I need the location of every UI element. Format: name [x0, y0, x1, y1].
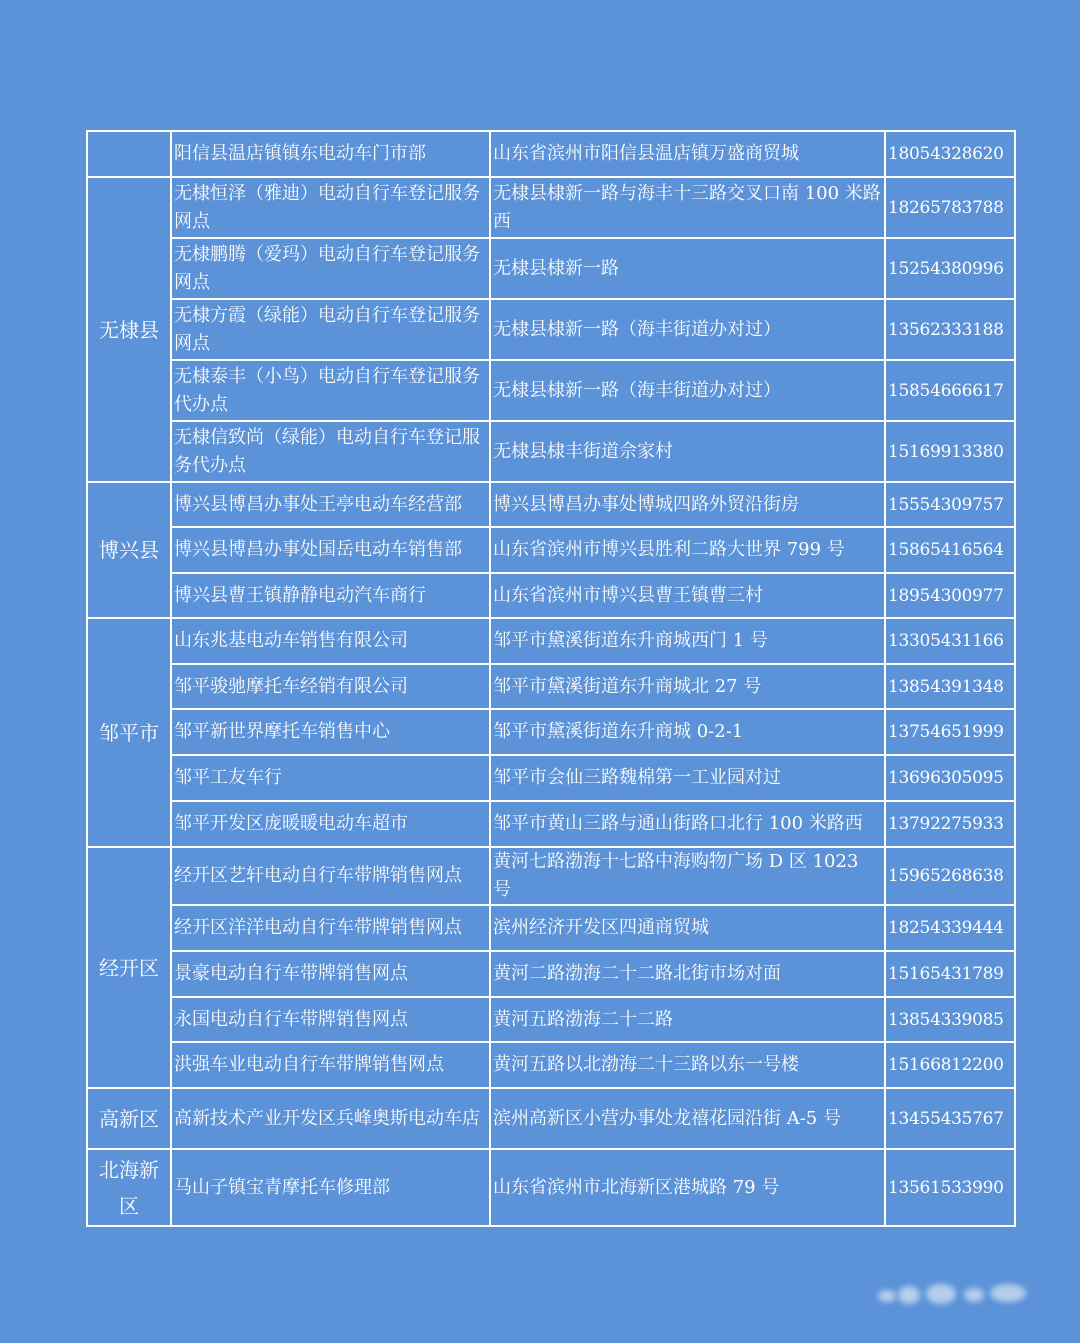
address-cell: 无棣县棣新一路与海丰十三路交叉口南 100 米路西 [490, 177, 885, 238]
table-row [87, 238, 1015, 299]
phone-cell: 18054328620 [885, 131, 1015, 177]
phone-cell: 13696305095 [885, 755, 1015, 801]
shop-name-cell: 无棣信致尚（绿能）电动自行车登记服务代办点 [171, 421, 490, 482]
address-cell: 邹平市黛溪街道东升商城西门 1 号 [490, 618, 885, 664]
address-cell: 黄河七路渤海十七路中海购物广场 D 区 1023 号 [490, 847, 885, 905]
shop-name-cell: 经开区艺轩电动自行车带牌销售网点 [171, 847, 490, 905]
table-row [87, 951, 1015, 997]
table-row [87, 421, 1015, 482]
address-cell: 滨州高新区小营办事处龙禧花园沿街 A-5 号 [490, 1088, 885, 1149]
shop-name-cell: 博兴县博昌办事处国岳电动车销售部 [171, 527, 490, 573]
phone-cell: 15165431789 [885, 951, 1015, 997]
address-cell: 山东省滨州市阳信县温店镇万盛商贸城 [490, 131, 885, 177]
phone-cell: 13305431166 [885, 618, 1015, 664]
table-row [87, 177, 1015, 238]
shop-name-cell: 邹平开发区庞暖暖电动车超市 [171, 801, 490, 847]
shop-name-cell: 阳信县温店镇镇东电动车门市部 [171, 131, 490, 177]
address-cell: 山东省滨州市博兴县曹王镇曹三村 [490, 573, 885, 618]
table-row [87, 1088, 1015, 1149]
table-row [87, 905, 1015, 951]
phone-cell: 15254380996 [885, 238, 1015, 299]
phone-cell: 13455435767 [885, 1088, 1015, 1149]
address-cell: 邹平市会仙三路魏棉第一工业园对过 [490, 755, 885, 801]
shop-name-cell: 山东兆基电动车销售有限公司 [171, 618, 490, 664]
table-row [87, 664, 1015, 709]
address-cell: 无棣县棣新一路（海丰街道办对过） [490, 299, 885, 360]
watermark [868, 1276, 1058, 1316]
phone-cell: 18954300977 [885, 573, 1015, 618]
address-cell: 黄河五路以北渤海二十三路以东一号楼 [490, 1042, 885, 1088]
table-row [87, 527, 1015, 573]
shop-name-cell: 洪强车业电动自行车带牌销售网点 [171, 1042, 490, 1088]
address-cell: 无棣县棣新一路（海丰街道办对过） [490, 360, 885, 421]
shop-name-cell: 无棣恒泽（雅迪）电动自行车登记服务网点 [171, 177, 490, 238]
shop-name-cell: 高新技术产业开发区兵峰奥斯电动车店 [171, 1088, 490, 1149]
county-cell: 高新区 [87, 1088, 171, 1149]
shop-name-cell: 经开区洋洋电动自行车带牌销售网点 [171, 905, 490, 951]
county-cell: 邹平市 [87, 618, 171, 847]
table-row [87, 299, 1015, 360]
table-row [87, 573, 1015, 618]
phone-cell: 13561533990 [885, 1149, 1015, 1226]
shop-name-cell: 无棣方霞（绿能）电动自行车登记服务网点 [171, 299, 490, 360]
dealer-table-container [86, 130, 1014, 1227]
address-cell: 邹平市黄山三路与通山街路口北行 100 米路西 [490, 801, 885, 847]
address-cell: 无棣县棣新一路 [490, 238, 885, 299]
phone-cell: 15854666617 [885, 360, 1015, 421]
phone-cell: 15865416564 [885, 527, 1015, 573]
shop-name-cell: 博兴县曹王镇静静电动汽车商行 [171, 573, 490, 618]
address-cell: 无棣县棣丰街道佘家村 [490, 421, 885, 482]
phone-cell: 18254339444 [885, 905, 1015, 951]
county-cell: 北海新区 [87, 1149, 171, 1226]
phone-cell: 15965268638 [885, 847, 1015, 905]
county-cell: 经开区 [87, 847, 171, 1088]
table-row [87, 709, 1015, 755]
address-cell: 博兴县博昌办事处博城四路外贸沿街房 [490, 482, 885, 527]
shop-name-cell: 邹平骏驰摩托车经销有限公司 [171, 664, 490, 709]
shop-name-cell: 无棣泰丰（小鸟）电动自行车登记服务代办点 [171, 360, 490, 421]
address-cell: 黄河二路渤海二十二路北街市场对面 [490, 951, 885, 997]
table-row [87, 1149, 1015, 1226]
phone-cell: 15166812200 [885, 1042, 1015, 1088]
shop-name-cell: 博兴县博昌办事处王亭电动车经营部 [171, 482, 490, 527]
shop-name-cell: 邹平新世界摩托车销售中心 [171, 709, 490, 755]
phone-cell: 13854391348 [885, 664, 1015, 709]
phone-cell: 13854339085 [885, 997, 1015, 1042]
shop-name-cell: 无棣鹏腾（爱玛）电动自行车登记服务网点 [171, 238, 490, 299]
phone-cell: 13562333188 [885, 299, 1015, 360]
table-row [87, 1042, 1015, 1088]
shop-name-cell: 邹平工友车行 [171, 755, 490, 801]
shop-name-cell: 马山子镇宝青摩托车修理部 [171, 1149, 490, 1226]
table-row [87, 131, 1015, 177]
shop-name-cell: 永国电动自行车带牌销售网点 [171, 997, 490, 1042]
address-cell: 滨州经济开发区四通商贸城 [490, 905, 885, 951]
table-row [87, 755, 1015, 801]
county-cell [87, 131, 171, 177]
phone-cell: 15554309757 [885, 482, 1015, 527]
county-cell: 无棣县 [87, 177, 171, 482]
phone-cell: 15169913380 [885, 421, 1015, 482]
address-cell: 山东省滨州市博兴县胜利二路大世界 799 号 [490, 527, 885, 573]
table-row [87, 482, 1015, 527]
phone-cell: 18265783788 [885, 177, 1015, 238]
address-cell: 邹平市黛溪街道东升商城北 27 号 [490, 664, 885, 709]
dealer-table [86, 130, 1016, 1227]
table-row [87, 997, 1015, 1042]
table-row [87, 360, 1015, 421]
county-cell: 博兴县 [87, 482, 171, 618]
phone-cell: 13792275933 [885, 801, 1015, 847]
table-row [87, 618, 1015, 664]
address-cell: 邹平市黛溪街道东升商城 0-2-1 [490, 709, 885, 755]
phone-cell: 13754651999 [885, 709, 1015, 755]
address-cell: 山东省滨州市北海新区港城路 79 号 [490, 1149, 885, 1226]
address-cell: 黄河五路渤海二十二路 [490, 997, 885, 1042]
table-row [87, 801, 1015, 847]
shop-name-cell: 景豪电动自行车带牌销售网点 [171, 951, 490, 997]
table-row [87, 847, 1015, 905]
